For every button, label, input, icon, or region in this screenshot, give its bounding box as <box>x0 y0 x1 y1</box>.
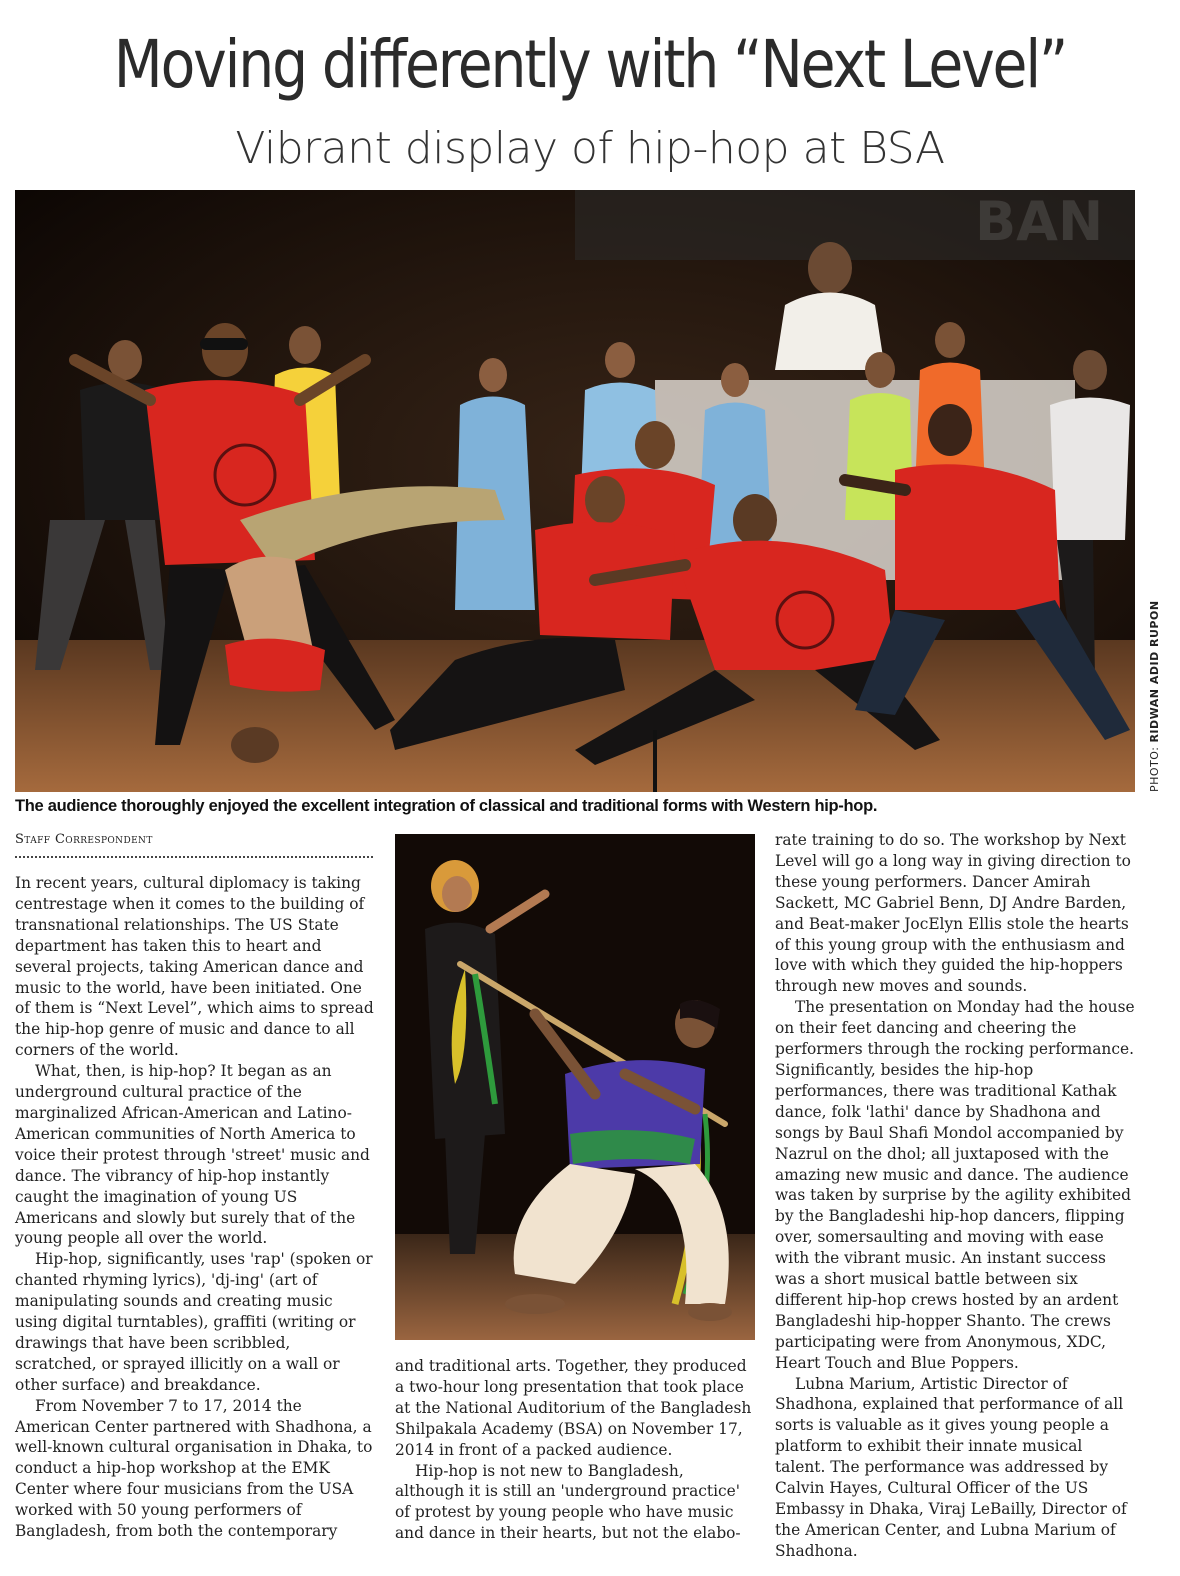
paragraph: rate training to do so. The workshop by Next Level will go a long way in giving direction to these young performers. Dancer Amirah Sackett, MC Gabriel Benn, DJ Andre Barden, and Beat-maker JocElyn Ellis stole the hearts of this young group with the enthusiasm and love with which they guided the hip-hoppers through new moves and sounds. <box>775 831 1131 996</box>
paragraph: Hip-hop is not new to Bangladesh, although it is still an 'underground practice' of protest by young people who have music and dance in their hearts, but not the elabo- <box>395 1461 741 1543</box>
main-photo-illustration <box>15 190 1135 792</box>
paragraph: In recent years, cultural diplomacy is taking centrestage when it comes to the building of transnational relationships. The US State department has taken this to heart and several projects, taking American dance and music to the world, have been initiated. One of them is “Next Level”, which aims to spread the hip-hop genre of music and dance to all corners of the world. <box>15 874 374 1060</box>
paragraph: Hip-hop, significantly, uses 'rap' (spoken or chanted rhyming lyrics), 'dj-ing' (art of manipulating sounds and creating music using digital turntables), graffiti (writing or drawings that have been scribbled, scratched, or sprayed illicitly on a wall or other surface) and breakdance. <box>15 1250 373 1394</box>
paragraph: What, then, is hip-hop? It began as an underground cultural practice of the marginalized African-American and Latino-American communities of North America to voice their protest through 'street' music and dance. The vibrancy of hip-hop instantly caught the imagination of young US Americans and slowly but surely that of the young people all over the world. <box>15 1062 370 1248</box>
article-column-1 <box>15 873 375 1542</box>
paragraph: and traditional arts. Together, they produced a two-hour long presentation that took place at the National Auditorium of the Bangladesh Shilpakala Academy (BSA) on November 17, 2014 in front of a packed audience. <box>395 1357 752 1459</box>
byline: Staff Correspondent <box>15 832 153 847</box>
headline: Moving differently with “Next Level” <box>113 26 1067 103</box>
paragraph: The presentation on Monday had the house on their feet dancing and cheering the performers through the rocking performance. Significantly, besides the hip-hop performances, there was traditional Kathak dance, folk 'lathi' dance by Shadhona and songs by Baul Shafi Mondol accompanied by Nazrul on the dhol; all juxtaposed with the amazing new music and dance. The audience was taken by surprise by the agility exhibited by the Bangladeshi hip-hop dancers, flipping over, somersaulting and moving with ease with the vibrant music. An instant success was a short musical battle between six different hip-hop crews hosted by an ardent Bangladeshi hip-hopper Shanto. The crews participating were from Anonymous, XDC, Heart Touch and Blue Poppers. <box>775 998 1135 1372</box>
inset-photo <box>395 834 755 1340</box>
main-photo <box>15 190 1135 792</box>
photo-credit-name: RIDWAN ADID RUPON <box>1148 600 1161 743</box>
backdrop-sign: BAN <box>975 190 1104 253</box>
byline-divider <box>15 856 373 858</box>
paragraph: From November 7 to 17, 2014 the American Center partnered with Shadhona, a well-known cultural organisation in Dhaka, to conduct a hip-hop workshop at the EMK Center where four musicians from the USA worked with 50 young performers of Bangladesh, from both the contemporary <box>15 1396 373 1541</box>
photo-credit-label: PHOTO: <box>1148 746 1161 792</box>
paragraph: Lubna Marium, Artistic Director of Shadhona, explained that performance of all sorts is valuable as it gives young people a platform to exhibit their innate musical talent. The performance was addressed by Calvin Hayes, Cultural Officer of the US Embassy in Dhaka, Viraj LeBailly, Director of the American Center, and Lubna Marium of Shadhona. <box>775 1374 1127 1560</box>
article-column-2 <box>395 1356 757 1544</box>
article-column-3 <box>775 830 1137 1562</box>
subheadline: Vibrant display of hip-hop at BSA <box>235 123 945 174</box>
photo-credit <box>1138 600 1180 792</box>
inset-photo-illustration <box>395 834 755 1340</box>
photo-caption: The audience thoroughly enjoyed the excellent integration of classical and traditional forms with Western hip-hop. <box>15 797 878 815</box>
